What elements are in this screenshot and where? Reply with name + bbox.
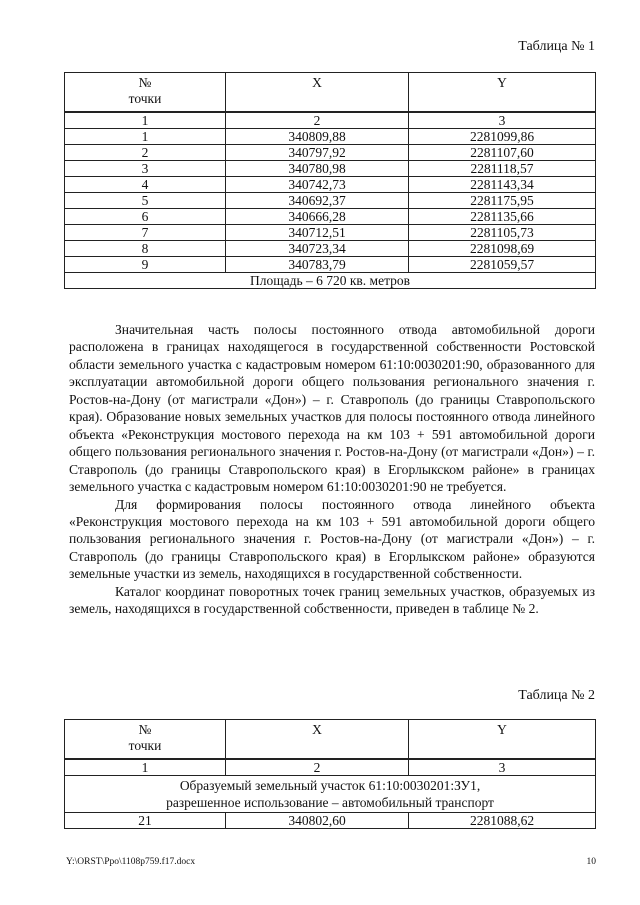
- index-row: [65, 112, 596, 129]
- table1: [64, 72, 596, 289]
- table-row: [65, 177, 596, 193]
- table-row: [65, 241, 596, 257]
- point-cell: 4: [65, 177, 226, 193]
- point-cell: 8: [65, 241, 226, 257]
- x-cell: 340809,88: [226, 129, 409, 145]
- table-row: [65, 257, 596, 273]
- y-cell: 2281135,66: [409, 209, 596, 225]
- index-cell: 3: [409, 112, 596, 129]
- table-row: [65, 129, 596, 145]
- header-point-number: № точки: [65, 73, 226, 113]
- index-cell: 2: [226, 759, 409, 776]
- table-row: [65, 193, 596, 209]
- area-total: Площадь – 6 720 кв. метров: [65, 273, 596, 289]
- table1-caption: Таблица № 1: [518, 39, 595, 54]
- header-x: X: [226, 720, 409, 760]
- point-cell: 7: [65, 225, 226, 241]
- y-cell: 2281118,57: [409, 161, 596, 177]
- header-x: X: [226, 73, 409, 113]
- index-cell: 2: [226, 112, 409, 129]
- x-cell: 340723,34: [226, 241, 409, 257]
- table2: [64, 719, 596, 829]
- x-cell: 340666,28: [226, 209, 409, 225]
- table-row: [65, 161, 596, 177]
- index-cell: 1: [65, 112, 226, 129]
- point-cell: 9: [65, 257, 226, 273]
- section-cell: [65, 776, 596, 813]
- header-point-number: № точки: [65, 720, 226, 760]
- index-row: [65, 759, 596, 776]
- x-cell: 340712,51: [226, 225, 409, 241]
- section-line: разрешенное использование – автомобильный транспорт: [166, 795, 494, 810]
- y-cell: 2281105,73: [409, 225, 596, 241]
- header-y: Y: [409, 720, 596, 760]
- y-cell: 2281059,57: [409, 257, 596, 273]
- table-row: [65, 225, 596, 241]
- table-row: [65, 145, 596, 161]
- index-cell: 1: [65, 759, 226, 776]
- section-line: Образуемый земельный участок 61:10:0030201:ЗУ1,: [179, 778, 481, 793]
- point-cell: 2: [65, 145, 226, 161]
- x-cell: 340780,98: [226, 161, 409, 177]
- y-cell: 2281143,34: [409, 177, 596, 193]
- y-cell: 2281099,86: [409, 129, 596, 145]
- paragraph: Для формирования полосы постоянного отвода линейного объекта «Реконструкция мостового перехода на км 103 + 591 автомобильной дороги общего пользования регионального значения г. Ростов-на-Дону (от магистрали «Дон») – г. Ставрополь (до границы Ставропольского края) в Егорлыкском районе» образуются земельные участки из земель, находящихся в государственной собственности.: [69, 496, 595, 582]
- paragraph: Каталог координат поворотных точек границ земельных участков, образуемых из земель, находящихся в государственной собственности, приведен в таблице № 2.: [69, 583, 595, 617]
- y-cell: 2281088,62: [409, 813, 596, 829]
- x-cell: 340783,79: [226, 257, 409, 273]
- body-text: [69, 321, 595, 618]
- x-cell: 340692,37: [226, 193, 409, 209]
- section-row: [65, 776, 596, 813]
- header-y: Y: [409, 73, 596, 113]
- paragraph: Значительная часть полосы постоянного отвода автомобильной дороги расположена в границах находящегося в государственной собственности Ростовской области земельного участка с кадастровым номером 61:10:0030201:90, образованного для эксплуатации автомобильной дороги общего пользования регионального значения г. Ростов-на-Дону (от магистрали «Дон») – г. Ставрополь (до границы Ставропольского края). Образование новых земельных участков для полосы постоянного отвода линейного объекта «Реконструкция мостового перехода на км 103 + 591 автомобильной дороги общего пользования регионального значения г. Ростов-на-Дону (от магистрали «Дон») – г. Ставрополь (до границы Ставропольского края) в Егорлыкском районе» в границах земельного участка с кадастровым номером 61:10:0030201:90 не требуется.: [69, 322, 595, 495]
- point-cell: 21: [65, 813, 226, 829]
- footer-file-path: Y:\ORST\Ppo\1108p759.f17.docx: [66, 857, 196, 867]
- point-cell: 1: [65, 129, 226, 145]
- table2-caption: Таблица № 2: [518, 688, 595, 703]
- y-cell: 2281175,95: [409, 193, 596, 209]
- x-cell: 340802,60: [226, 813, 409, 829]
- table-row: [65, 209, 596, 225]
- table-row: [65, 813, 596, 829]
- point-cell: 6: [65, 209, 226, 225]
- point-cell: 3: [65, 161, 226, 177]
- y-cell: 2281107,60: [409, 145, 596, 161]
- point-cell: 5: [65, 193, 226, 209]
- y-cell: 2281098,69: [409, 241, 596, 257]
- index-cell: 3: [409, 759, 596, 776]
- page-number: 10: [586, 857, 596, 867]
- x-cell: 340742,73: [226, 177, 409, 193]
- x-cell: 340797,92: [226, 145, 409, 161]
